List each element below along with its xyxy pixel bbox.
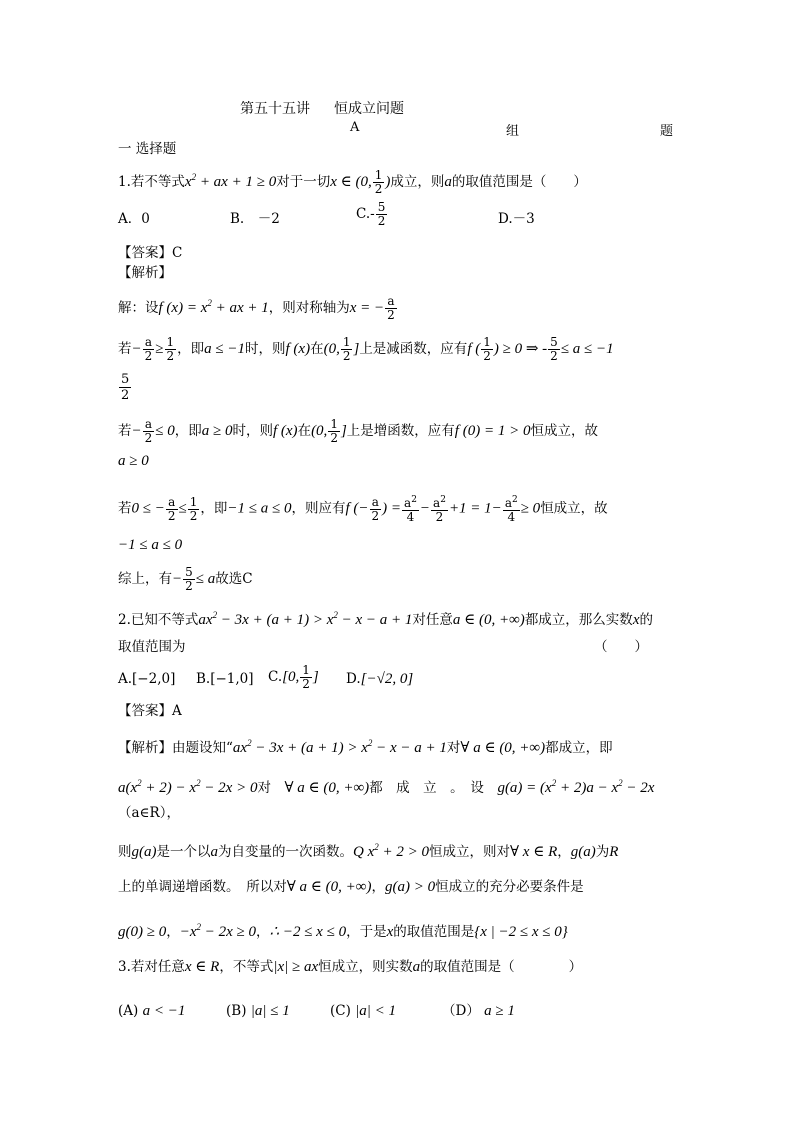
q2-analysis-line-2: $a(x^2 + 2) - x^2 - 2x > 0$对 ∀ a ∈ (0, +∞)都 成 立 。 设 $g(a) = (x^2 + 2)a - x^2 - 2x$ [118, 778, 655, 796]
q1-stem: 1.若不等式$x^2$ + ax + 1 ≥ 0对于一切x ∈ (0, $\frac{1}{2}$ )成立，则a的取值范围是（ ） [118, 168, 587, 196]
q2-analysis-line-3: （a∈R）， [118, 805, 180, 821]
q2-option-b: B.[−1,0] [196, 671, 254, 687]
q3-stem: 3.若对任意x ∈ R，不等式|x| ≥ ax恒成立，则实数a的取值范围是（ ） [118, 959, 583, 975]
group-label-a: A [350, 120, 360, 135]
q1-option-d: D.－3 [498, 211, 535, 227]
q2-analysis-line-5: 上的单调递增函数。 所以对∀ a ∈ (0, +∞)，g(a) > 0恒成立的充分必要条件是 [118, 879, 584, 895]
lecture-topic: 恒成立问题 [334, 101, 404, 117]
q2-option-c: C.[0, $\frac{1}{2}$ ] [268, 663, 319, 691]
q3-option-b: (B) |a| ≤ 1 [226, 1003, 290, 1019]
q1-analysis-label: 【解析】 [118, 265, 172, 281]
q2-option-d: D.[−√2, 0] [346, 671, 414, 687]
group-label-ti: 题 [660, 124, 674, 139]
q2-paren: （ ） [594, 639, 648, 655]
q1-solution-line-6: 若0 ≤ − $\frac{a}{2}$ ≤ $\frac{1}{2}$ ，即−1 ≤ a ≤ 0，则应有f (− $\frac{a}{2}$ ) = $\frac{a^2}{4}$ − $\frac{a^2}{2}$ +1 = 1− $\frac{a^2}{4}$ ≥ 0恒成立，故 [118, 494, 608, 524]
page-title [240, 98, 404, 118]
q2-analysis-line-1: 【解析】由题设知“$ax^2 - 3x + (a + 1) > x^2 - x - a + 1$对∀ a ∈ (0, +∞)都成立，即 [118, 738, 613, 756]
q1-option-a: A．0 [118, 211, 150, 227]
q1-solution-line-3: $\frac{5}{2}$ [121, 372, 130, 403]
q1-solution-line-8: 综上，有− $\frac{5}{2}$ ≤ a故选C [118, 565, 253, 593]
q1-solution-line-2: 若− $\frac{a}{2}$ ≥ $\frac{1}{2}$ ，即a ≤ −1时，则f (x)在(0, $\frac{1}{2}$ ]上是减函数，应有f ( $\frac{1}{2}$ ) ≥ 0 ⇒ - $\frac{5}{2}$ ≤ a ≤ −1 [118, 335, 614, 363]
q3-option-d: （D） a ≥ 1 [442, 1003, 515, 1019]
q1-option-c: C.- $\frac{5}{2}$ [356, 200, 386, 228]
q3-option-c: (C) |a| < 1 [330, 1003, 397, 1019]
q2-option-a: A.[−2,0] [118, 671, 176, 687]
q1-solution-line-5: a ≥ 0 [118, 453, 149, 469]
q2-analysis-line-4: 则g(a)是一个以a为自变量的一次函数。Q $x^2 + 2 > 0$恒成立，则对∀ x ∈ R，g(a)为R [118, 842, 619, 860]
q1-option-b: B. －2 [230, 211, 280, 227]
q1-solution-line-4: 若− $\frac{a}{2}$ ≤ 0，即a ≥ 0时，则f (x)在(0, $\frac{1}{2}$ ]上是增函数，应有f (0) = 1 > 0恒成立，故 [118, 417, 598, 445]
group-label-zu: 组 [506, 124, 520, 139]
q1-answer: 【答案】C [118, 245, 183, 261]
q1-solution-line-7: −1 ≤ a ≤ 0 [118, 537, 183, 553]
q2-stem: 2.已知不等式$ax^2 - 3x + (a + 1) > x^2 - x - a + 1$对任意a ∈ (0, +∞)都成立，那么实数x的 [118, 610, 653, 628]
q2-stem-line-2: 取值范围为 [118, 639, 186, 655]
q2-answer: 【答案】A [118, 703, 182, 719]
q3-option-a: (A) a < −1 [118, 1003, 186, 1019]
section-heading: 一 选择题 [118, 141, 177, 157]
q2-analysis-line-6: g(0) ≥ 0，$-x^2 - 2x \ge 0$，∴ −2 ≤ x ≤ 0，于是x的取值范围是{x | −2 ≤ x ≤ 0} [118, 922, 568, 940]
q1-solution-line-1: 解：设f $(x) = x^2$ + ax + 1，则对称轴为x = − $\frac{a}{2}$ [118, 294, 395, 322]
lecture-number: 第五十五讲 [240, 101, 310, 117]
